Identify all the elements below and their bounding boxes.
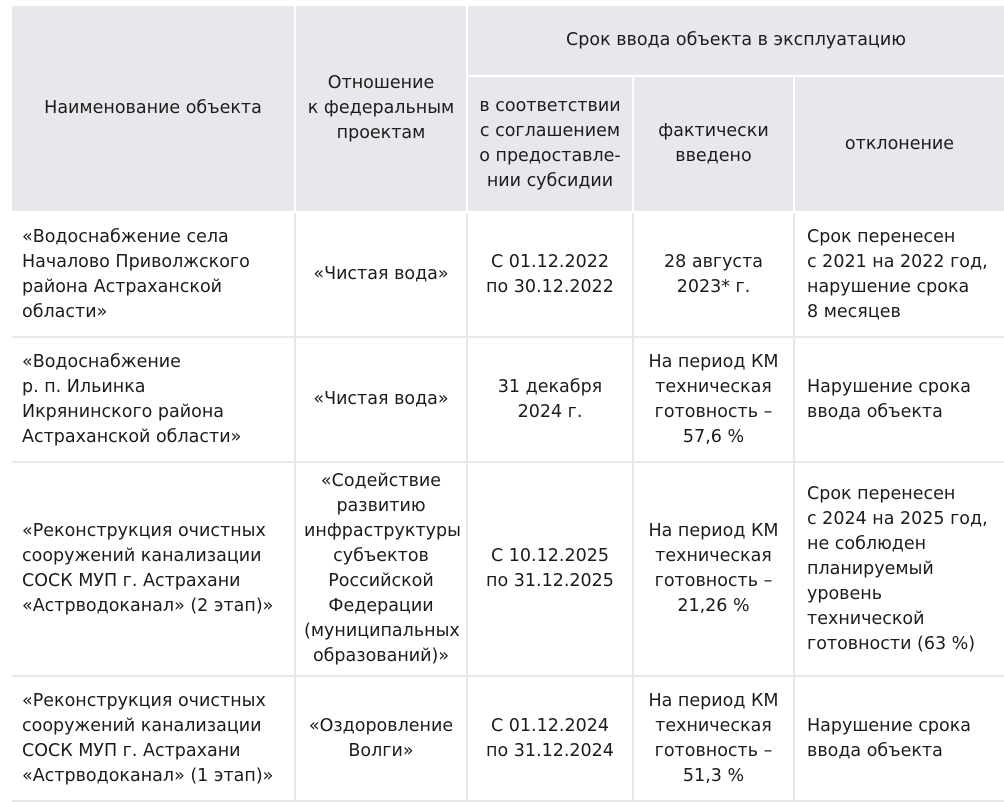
cell-object-name: «Реконструкция очистных сооружений канализации СОСК МУП г. Астрахани «Астрводоканал» (1 этап)» [12,677,296,802]
header-deviation: отклонение [795,77,1004,213]
cell-federal-project: «Чистая вода» [296,213,468,338]
table-header [12,6,1004,213]
cell-federal-project: «Содействие развитию инфраструктуры субъектов Российской Федерации (муниципальных образований)» [296,463,468,677]
cell-object-name: «Водоснабжение села Началово Приволжского района Астраханской области» [12,213,296,338]
cell-deviation: Нарушение срока ввода объекта [795,677,1004,802]
table-row [12,338,1004,463]
cell-object-name: «Водоснабжение р. п. Ильинка Икрянинского района Астраханской области» [12,338,296,463]
cell-object-name: «Реконструкция очистных сооружений канализации СОСК МУП г. Астрахани «Астрводоканал» (2 этап)» [12,463,296,677]
cell-actual-term: На период КМ техническая готовность – 21,26 % [634,463,795,677]
cell-actual-term: На период КМ техническая готовность – 57,6 % [634,338,795,463]
table-body [12,213,1004,802]
cell-plan-term: С 01.12.2022 по 30.12.2022 [468,213,634,338]
cell-actual-term: 28 августа 2023* г. [634,213,795,338]
cell-federal-project: «Оздоровление Волги» [296,677,468,802]
cell-deviation: Срок перенесен с 2024 на 2025 год, не соблюден планируемый уровень технической готовности (63 %) [795,463,1004,677]
cell-plan-term: С 01.12.2024 по 31.12.2024 [468,677,634,802]
cell-actual-term: На период КМ техническая готовность – 51,3 % [634,677,795,802]
header-actual: фактически введено [634,77,795,213]
cell-deviation: Срок перенесен с 2021 на 2022 год, нарушение срока 8 месяцев [795,213,1004,338]
objects-table [12,6,1004,802]
header-row-top [12,6,1004,77]
header-object-name: Наименование объекта [12,6,296,213]
table-row [12,463,1004,677]
cell-deviation: Нарушение срока ввода объекта [795,338,1004,463]
table-row [12,213,1004,338]
header-commissioning-term: Срок ввода объекта в эксплуатацию [468,6,1004,77]
cell-plan-term: 31 декабря 2024 г. [468,338,634,463]
cell-federal-project: «Чистая вода» [296,338,468,463]
header-plan-by-agreement: в соответствии с соглашением о предоставле- нии субсидии [468,77,634,213]
cell-plan-term: С 10.12.2025 по 31.12.2025 [468,463,634,677]
table-row [12,677,1004,802]
header-federal-project: Отношение к федеральным проектам [296,6,468,213]
